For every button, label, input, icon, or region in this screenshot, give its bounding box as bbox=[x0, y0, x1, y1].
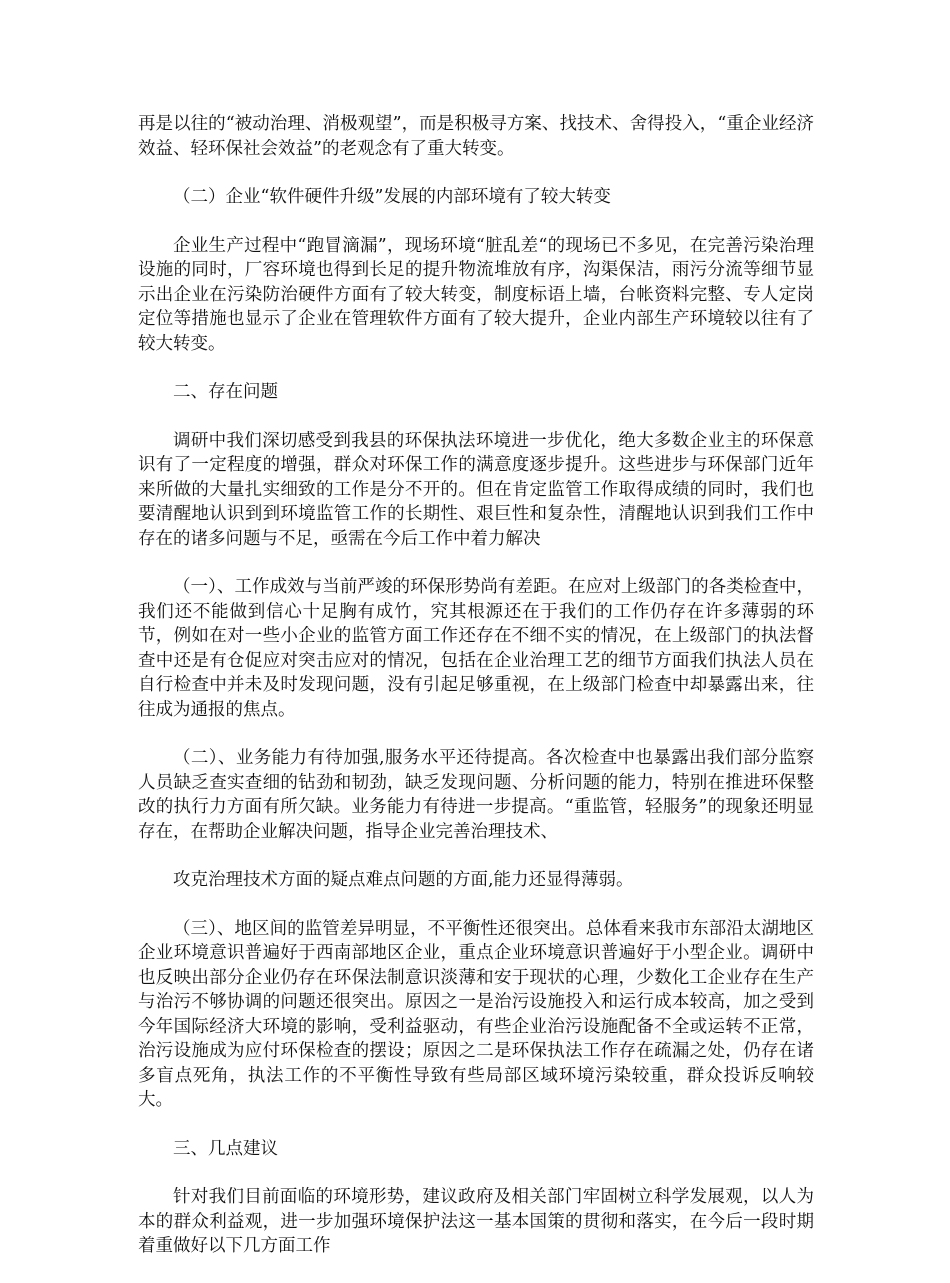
paragraph-problem-3: （三）、地区间的监管差异明显，不平衡性还很突出。总体看来我市东部沿太湖地区企业环境意识普遍好于西南部地区企业，重点企业环境意识普遍好于小型企业。调研中也反映出部分企业仍存在环保法制意识淡薄和安于现状的心理，少数化工企业存在生产与治污不够协调的问题还很突出。原因之一是治污设施投入和运行成本较高，加之受到今年国际经济大环境的影响，受利益驱动，有些企业治污设施配备不全或运转不正常，治污设施成为应付环保检查的摆设；原因之二是环保执法工作存在疏漏之处，仍存在诸多盲点死角，执法工作的不平衡性导致有些局部区域环境污染较重，群众投诉反响较大。 bbox=[138, 918, 814, 1110]
paragraph-research-findings: 调研中我们深切感受到我县的环保执法环境进一步优化，绝大多数企业主的环保意识有了一定程度的增强，群众对环保工作的满意度逐步提升。这些进步与环保部门近年来所做的大量扎实细致的工作是分不开的。但在肯定监管工作取得成绩的同时，我们也要清醒地认识到到环境监管工作的长期性、艰巨性和复杂性，清醒地认识到我们工作中存在的诸多问题与不足，亟需在今后工作中着力解决 bbox=[138, 430, 814, 549]
paragraph-problem-1: （一）、工作成效与当前严竣的环保形势尚有差距。在应对上级部门的各类检查中，我们还不能做到信心十足胸有成竹，究其根源还在于我们的工作仍存在许多薄弱的环节，例如在对一些小企业的监管方面工作还存在不细不实的情况，在上级部门的执法督查中还是有仓促应对突击应对的情况，包括在企业治理工艺的细节方面我们执法人员在自行检查中并未及时发现问题，没有引起足够重视，在上级部门检查中却暴露出来，往往成为通报的焦点。 bbox=[138, 577, 814, 720]
document-body bbox=[138, 112, 814, 1283]
paragraph-problem-2: （二）、业务能力有待加强,服务水平还待提高。各次检查中也暴露出我们部分监察人员缺乏查实查细的钻劲和韧劲，缺乏发现问题、分析问题的能力，特别在推进环保整改的执行力方面有所欠缺。业务能力有待进一步提高。“重监管，轻服务”的现象还明显存在，在帮助企业解决问题，指导企业完善治理技术、 bbox=[138, 748, 814, 842]
section-heading-suggestions: 三、几点建议 bbox=[173, 1138, 278, 1159]
section-heading-problems: 二、存在问题 bbox=[173, 382, 278, 402]
paragraph-problem-2-continued: 攻克治理技术方面的疑点难点问题的方面,能力还显得薄弱。 bbox=[173, 870, 634, 890]
subheading-internal-environment: （二）企业“软件硬件升级”发展的内部环境有了较大转变 bbox=[173, 187, 611, 207]
paragraph-production-environment: 企业生产过程中“跑冒滴漏”，现场环境“脏乱差“的现场已不多见，在完善污染治理设施的同时，厂容环境也得到长足的提升物流堆放有序，沟渠保洁，雨污分流等细节显示出企业在污染防治硬件方面有了较大转变，制度标语上墙，台帐资料完整、专人定岗定位等措施也显示了企业在管理软件方面有了较大提升，企业内部生产环境较以往有了较大转变。 bbox=[138, 235, 814, 354]
paragraph-continuation: 再是以往的“被动治理、消极观望”，而是积极寻方案、找技术、舍得投入，“重企业经济效益、轻环保社会效益”的老观念有了重大转变。 bbox=[138, 114, 814, 159]
paragraph-suggestions-intro: 针对我们目前面临的环境形势，建议政府及相关部门牢固树立科学发展观，以人为本的群众利益观，进一步加强环境保护法这一基本国策的贯彻和落实，在今后一段时期着重做好以下几方面工作 bbox=[138, 1187, 814, 1256]
